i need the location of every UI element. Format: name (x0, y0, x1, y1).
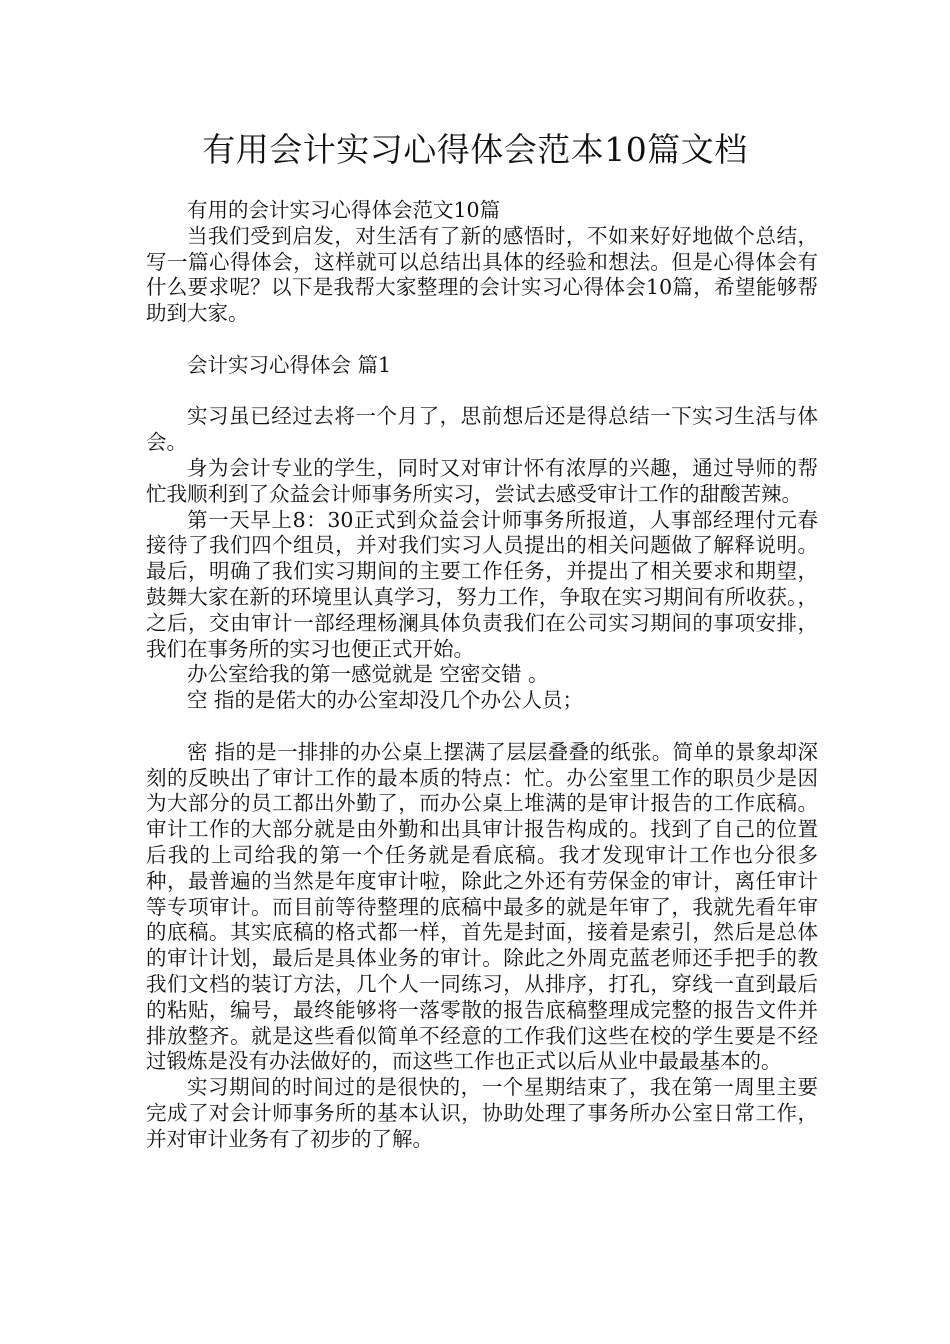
body-paragraph: 第一天早上8：30正式到众益会计师事务所报道，人事部经理付元春接待了我们四个组员，并对我们实习人员提出的相关问题做了解释说明。最后，明确了我们实习期间的主要工作任务，并提出了相关要求和期望，鼓舞大家在新的环境里认真学习，努力工作，争取在实习期间有所收获。，之后，交由审计一部经理杨澜具体负责我们在公司实习期间的事项安排，我们在事务所的实习也便正式开始。 (146, 507, 818, 661)
body-paragraph: 身为会计专业的学生，同时又对审计怀有浓厚的兴趣，通过导师的帮忙我顺利到了众益会计师事务所实习，尝试去感受审计工作的甜酸苦辣。 (146, 455, 818, 506)
document-body (146, 198, 818, 1152)
blank-line (146, 714, 818, 740)
document-title: 有用会计实习心得体会范本10篇文档 (202, 130, 748, 169)
intro-paragraph: 当我们受到启发，对生活有了新的感悟时，不如来好好地做个总结，写一篇心得体会，这样就可以总结出具体的经验和想法。但是心得体会有什么要求呢？以下是我帮大家整理的会计实习心得体会10篇，希望能够帮助到大家。 (146, 223, 818, 326)
blank-line (146, 327, 818, 353)
body-paragraph: 办公室给我的第一感觉就是 空密交错 。 (187, 662, 549, 687)
section-heading: 会计实习心得体会 篇1 (187, 352, 392, 377)
body-paragraph: 实习期间的时间过的是很快的，一个星期结束了，我在第一周里主要完成了对会计师事务所的基本认识，协助处理了事务所办公室日常工作，并对审计业务有了初步的了解。 (146, 1075, 818, 1151)
blank-line (146, 379, 818, 405)
body-paragraph: 实习虽已经过去将一个月了，思前想后还是得总结一下实习生活与体会。 (146, 404, 818, 455)
body-paragraph: 空 指的是偌大的办公室却没几个办公人员； (187, 688, 584, 713)
body-paragraph: 密 指的是一排排的办公桌上摆满了层层叠叠的纸张。简单的景象却深刻的反映出了审计工作的最本质的特点：忙。办公室里工作的职员少是因为大部分的员工都出外勤了，而办公桌上堆满的是审计报告的工作底稿。审计工作的大部分就是由外勤和出具审计报告构成的。找到了自己的位置后我的上司给我的第一个任务就是看底稿。我才发现审计工作也分很多种，最普遍的当然是年度审计啦，除此之外还有劳保金的审计，离任审计等专项审计。而目前等待整理的底稿中最多的就是年审了，我就先看年审的底稿。其实底稿的格式都一样，首先是封面，接着是索引，然后是总体的审计计划，最后是具体业务的审计。除此之外周克蓝老师还手把手的教我们文档的装订方法，几个人一同练习，从排序，打孔，穿线一直到最后的粘贴，编号，最终能够将一落零散的报告底稿整理成完整的报告文件并排放整齐。就是这些看似简单不经意的工作我们这些在校的学生要是不经过锻炼是没有办法做好的，而这些工作也正式以后从业中最最基本的。 (146, 739, 818, 1074)
subtitle-paragraph: 有用的会计实习心得体会范文10篇 (187, 198, 501, 222)
